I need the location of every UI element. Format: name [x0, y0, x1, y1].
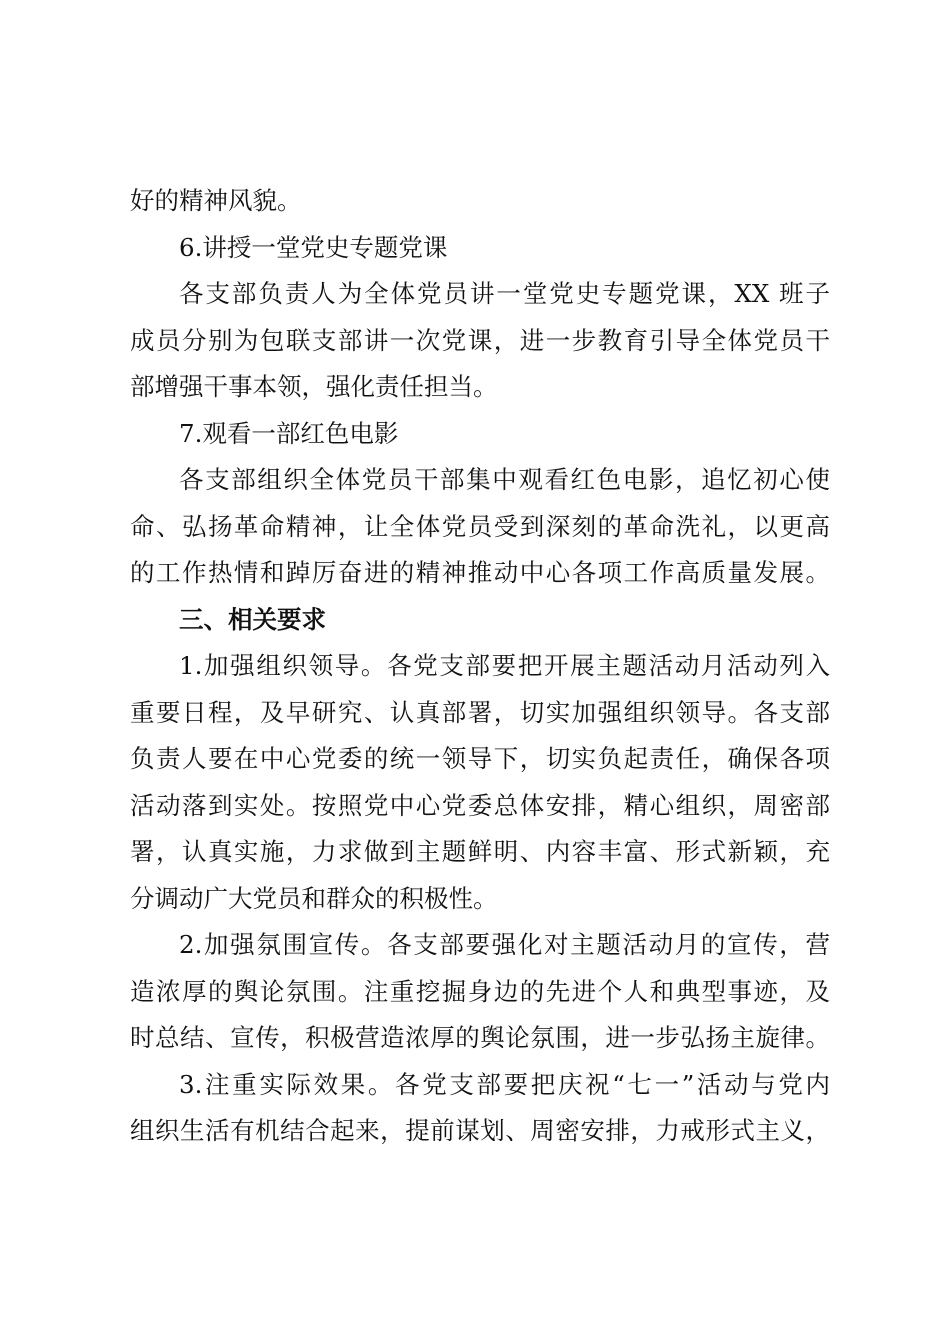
text-line: 负责人要在中心党委的统一领导下，切实负起责任，确保各项: [130, 744, 830, 773]
paragraph-continuation: [130, 178, 830, 225]
text-line: 部增强干事本领，强化责任担当。: [130, 372, 498, 401]
text-line: 3.注重实际效果。各党支部要把庆祝“七一”活动与党内: [179, 1069, 830, 1099]
text-line: 1.加强组织领导。各党支部要把开展主题活动月活动列入: [179, 651, 830, 680]
text-line: 各支部负责人为全体党员讲一堂党史专题党课，XX 班子: [179, 279, 830, 308]
text-line: 造浓厚的舆论氛围。注重挖掘身边的先进个人和典型事迹，及: [130, 976, 830, 1006]
subheading-line: 7.观看一部红色电影: [179, 418, 399, 448]
text-line: 时总结、宣传，积极营造浓厚的舆论氛围，进一步弘扬主旋律。: [130, 1023, 830, 1052]
subheading-line: 6.讲授一堂党史专题党课: [179, 232, 448, 262]
item-7-title: [130, 411, 830, 458]
text-line: 2.加强氛围宣传。各支部要强化对主题活动月的宣传，营: [179, 930, 830, 959]
item-7-body: [130, 457, 830, 597]
requirement-1: [130, 643, 830, 922]
text-line: 组织生活有机结合起来，提前谋划、周密安排，力戒形式主义，: [130, 1116, 830, 1145]
text-line: 成员分别为包联支部讲一次党课，进一步教育引导全体党员干: [130, 325, 830, 355]
item-6-body: [130, 271, 830, 411]
text-line: 活动落到实处。按照党中心党委总体安排，精心组织，周密部: [130, 790, 830, 820]
text-line: 署，认真实施，力求做到主题鲜明、内容丰富、形式新颖，充: [130, 837, 830, 866]
text-line: 好的精神风貌。: [130, 186, 302, 215]
text-line: 各支部组织全体党员干部集中观看红色电影，追忆初心使: [179, 465, 830, 494]
text-line: 的工作热情和踔厉奋进的精神推动中心各项工作高质量发展。: [130, 558, 830, 587]
document-page: [130, 178, 830, 1155]
text-line: 分调动广大党员和群众的积极性。: [130, 883, 498, 913]
item-6-title: [130, 225, 830, 272]
requirement-2: [130, 922, 830, 1062]
text-line: 重要日程，及早研究、认真部署，切实加强组织领导。各支部: [130, 697, 830, 727]
requirement-3: [130, 1062, 830, 1155]
text-line: 命、弘扬革命精神，让全体党员受到深刻的革命洗礼，以更高: [130, 511, 830, 541]
section-heading: 三、相关要求: [179, 604, 326, 634]
section-3-heading: [130, 597, 830, 644]
